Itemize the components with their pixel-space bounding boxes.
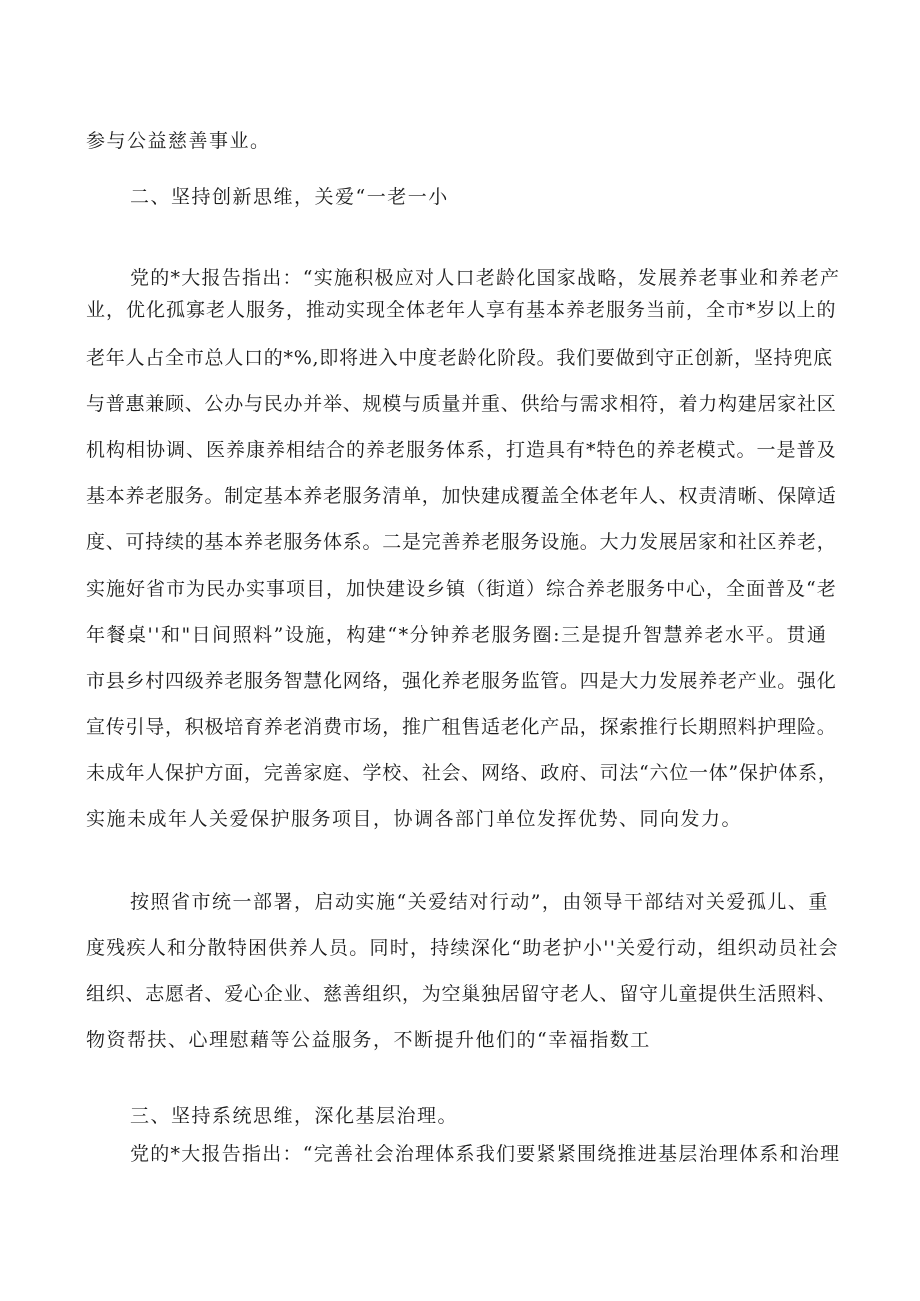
paragraph-line: 未成年人保护方面，完善家庭、学校、社会、网络、政府、司法“六位一体”保护体系，	[86, 762, 838, 784]
paragraph-line: 实施好省市为民办实事项目，加快建设乡镇（街道）综合养老服务中心，全面普及“老	[86, 578, 837, 600]
paragraph-line: 参与公益慈善事业。	[86, 130, 271, 152]
section-heading: 二、坚持创新思维，关爱“一老一小	[130, 186, 449, 208]
section-heading: 三、坚持系统思维，深化基层治理。	[130, 1105, 459, 1127]
paragraph-line: 老年人占全市总人口的*%,即将进入中度老龄化阶段。我们要做到守正创新，坚持兜底	[86, 347, 833, 369]
paragraph-line: 宣传引导，积极培育养老消费市场，推广租售适老化产品，探索推行长期照料护理险。	[86, 716, 837, 738]
paragraph-line: 业，优化孤寡老人服务，推动实现全体老年人享有基本养老服务当前，全市*岁以上的	[86, 299, 837, 321]
paragraph-line: 度残疾人和分散特困供养人员。同时，持续深化“助老护小''关爱行动，组织动员社会	[86, 937, 839, 959]
paragraph-line: 市县乡村四级养老服务智慧化网络，强化养老服务监管。四是大力发展养老产业。强化	[86, 670, 837, 692]
paragraph-line: 按照省市统一部署，启动实施“关爱结对行动”，由领导干部结对关爱孤儿、重	[130, 891, 829, 913]
paragraph-line: 实施未成年人关爱保护服务项目，协调各部门单位发挥优势、同向发力。	[86, 808, 743, 830]
paragraph-line: 与普惠兼顾、公办与民办并举、规模与质量并重、供给与需求相符，着力构建居家社区	[86, 393, 837, 415]
paragraph-line: 机构相协调、医养康养相结合的养老服务体系，打造具有*特色的养老模式。一是普及	[86, 439, 837, 461]
paragraph-line: 年餐桌''和"日间照料”设施，构建“*分钟养老服务圈:三是提升智慧养老水平。贯通	[86, 624, 828, 646]
paragraph-line: 党的*大报告指出：“实施积极应对人口老龄化国家战略，发展养老事业和养老产	[130, 267, 841, 289]
paragraph-line: 度、可持续的基本养老服务体系。二是完善养老服务设施。大力发展居家和社区养老，	[86, 531, 837, 553]
paragraph-line: 物资帮扶、心理慰藉等公益服务，不断提升他们的“幸福指数工	[86, 1029, 651, 1051]
paragraph-line: 基本养老服务。制定基本养老服务清单，加快建成覆盖全体老年人、权责清晰、保障适	[86, 485, 837, 507]
paragraph-line: 党的*大报告指出：“完善社会治理体系我们要紧紧围绕推进基层治理体系和治理	[130, 1143, 841, 1165]
paragraph-line: 组织、志愿者、爱心企业、慈善组织，为空巢独居留守老人、留守儿童提供生活照料、	[86, 983, 837, 1005]
